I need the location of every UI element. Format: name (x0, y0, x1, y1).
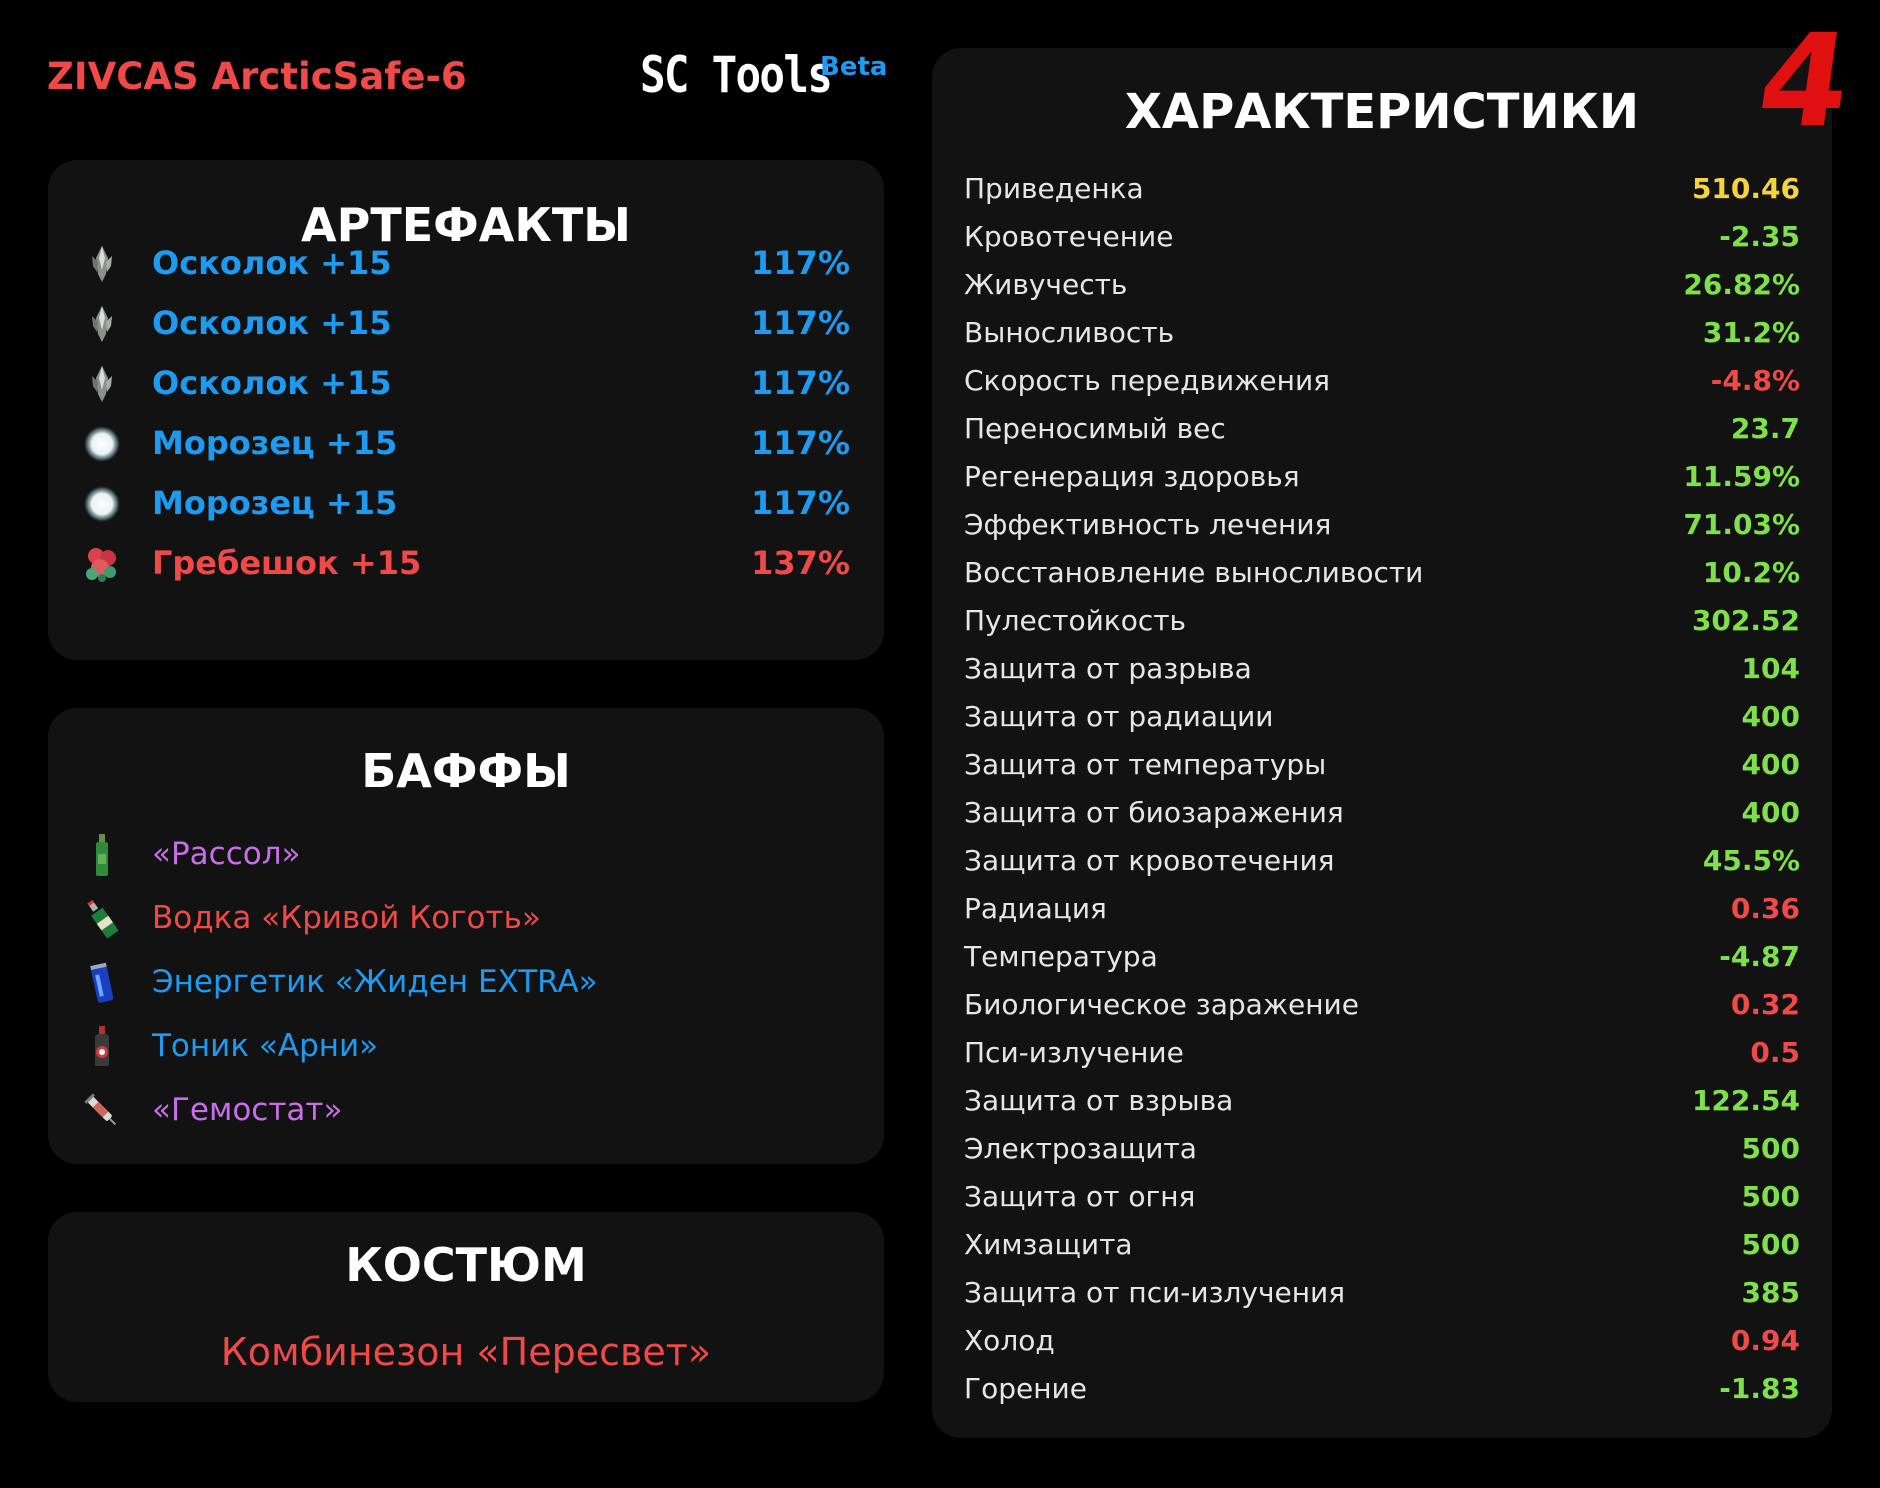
artifact-percent: 137% (751, 544, 850, 582)
stat-row (964, 1126, 1800, 1170)
artifact-name: Морозец +15 (152, 484, 398, 522)
artifact-row (48, 480, 884, 530)
stat-value: 0.94 (1730, 1324, 1800, 1357)
stat-row (964, 310, 1800, 354)
stat-value: 31.2% (1702, 316, 1800, 349)
stat-row (964, 1222, 1800, 1266)
artifact-row (48, 300, 884, 350)
artifact-name: Осколок +15 (152, 304, 392, 342)
stat-value: 122.54 (1691, 1084, 1800, 1117)
artifact-percent: 117% (751, 244, 850, 282)
stat-row (964, 694, 1800, 738)
crystal-shard-icon (82, 244, 122, 284)
buff-row (48, 1020, 884, 1076)
stat-value: 0.32 (1730, 988, 1800, 1021)
energy-can-icon (82, 960, 122, 1006)
stat-label: Пси-излучение (964, 1036, 1184, 1069)
stat-row (964, 1078, 1800, 1122)
player-name: ZIVCAS ArcticSafe-6 (47, 55, 467, 98)
buffs-title: БАФФЫ (361, 744, 571, 798)
suit-title: КОСТЮМ (345, 1238, 587, 1292)
tonic-bottle-icon (82, 1024, 122, 1070)
artifact-percent: 117% (751, 304, 850, 342)
buff-row (48, 828, 884, 884)
beta-badge: Beta (820, 52, 888, 82)
stat-value: 11.59% (1683, 460, 1800, 493)
buff-name: Энергетик «Жиден EXTRA» (152, 964, 598, 1000)
buff-row (48, 956, 884, 1012)
syringe-icon (82, 1088, 122, 1134)
stat-value: 385 (1741, 1276, 1800, 1309)
stat-label: Холод (964, 1324, 1055, 1357)
artifact-row (48, 240, 884, 290)
stat-label: Выносливость (964, 316, 1175, 349)
stat-value: 45.5% (1702, 844, 1800, 877)
artifact-row (48, 420, 884, 470)
stat-label: Приведенка (964, 172, 1144, 205)
stat-row (964, 166, 1800, 210)
buffs-panel (48, 708, 884, 1164)
stat-row (964, 262, 1800, 306)
stat-label: Защита от огня (964, 1180, 1196, 1213)
stat-row (964, 550, 1800, 594)
stat-value: 0.5 (1750, 1036, 1800, 1069)
stat-row (964, 1318, 1800, 1362)
stat-row (964, 1270, 1800, 1314)
stat-label: Радиация (964, 892, 1107, 925)
stat-row (964, 358, 1800, 402)
stat-label: Скорость передвижения (964, 364, 1330, 397)
stat-row (964, 1366, 1800, 1410)
stat-value: 26.82% (1683, 268, 1800, 301)
artifact-row (48, 360, 884, 410)
vodka-bottle-icon (82, 896, 122, 942)
stat-row (964, 934, 1800, 978)
stat-value: 104 (1741, 652, 1800, 685)
stat-row (964, 406, 1800, 450)
stat-label: Живучесть (964, 268, 1128, 301)
stat-row (964, 790, 1800, 834)
stat-value: 71.03% (1683, 508, 1800, 541)
stat-label: Эффективность лечения (964, 508, 1332, 541)
stat-label: Биологическое заражение (964, 988, 1359, 1021)
stat-row (964, 502, 1800, 546)
artifact-percent: 117% (751, 484, 850, 522)
buff-name: Тоник «Арни» (152, 1028, 379, 1064)
buff-row (48, 892, 884, 948)
stat-label: Защита от пси-излучения (964, 1276, 1346, 1309)
stat-row (964, 1030, 1800, 1074)
stat-value: 10.2% (1702, 556, 1800, 589)
stat-label: Защита от кровотечения (964, 844, 1335, 877)
buff-row (48, 1084, 884, 1140)
stat-label: Химзащита (964, 1228, 1133, 1261)
stat-row (964, 982, 1800, 1026)
stat-label: Кровотечение (964, 220, 1174, 253)
artifact-row (48, 540, 884, 590)
stat-label: Температура (964, 940, 1158, 973)
stat-row (964, 838, 1800, 882)
stat-value: 500 (1741, 1132, 1800, 1165)
coral-crest-icon (82, 544, 122, 584)
stat-value: 0.36 (1730, 892, 1800, 925)
stat-value: -2.35 (1719, 220, 1800, 253)
stat-label: Защита от радиации (964, 700, 1274, 733)
crystal-shard-icon (82, 304, 122, 344)
stat-label: Регенерация здоровья (964, 460, 1300, 493)
stat-row (964, 598, 1800, 642)
stat-value: 23.7 (1730, 412, 1800, 445)
stats-panel (932, 48, 1832, 1438)
stat-value: 500 (1741, 1180, 1800, 1213)
buff-name: «Гемостат» (152, 1092, 343, 1128)
stat-value: 302.52 (1691, 604, 1800, 637)
artifact-name: Гребешок +15 (152, 544, 422, 582)
rank-number: 4 (1749, 7, 1860, 156)
artifact-name: Морозец +15 (152, 424, 398, 462)
suit-panel (48, 1212, 884, 1402)
stat-row (964, 454, 1800, 498)
stat-row (964, 646, 1800, 690)
stat-label: Защита от разрыва (964, 652, 1252, 685)
stat-value: 400 (1741, 796, 1800, 829)
stat-value: -4.8% (1710, 364, 1800, 397)
stat-value: 500 (1741, 1228, 1800, 1261)
buff-name: Водка «Кривой Коготь» (152, 900, 541, 936)
stat-value: 510.46 (1691, 172, 1800, 205)
stat-label: Защита от температуры (964, 748, 1327, 781)
artifact-percent: 117% (751, 424, 850, 462)
artifacts-title: АРТЕФАКТЫ (301, 198, 631, 252)
crystal-shard-icon (82, 364, 122, 404)
stat-label: Пулестойкость (964, 604, 1187, 637)
frost-orb-icon (82, 484, 122, 524)
stat-label: Защита от взрыва (964, 1084, 1234, 1117)
green-bottle-icon (82, 832, 122, 878)
stat-value: -1.83 (1719, 1372, 1800, 1405)
brand-logo: SC Tools (640, 46, 832, 104)
artifact-percent: 117% (751, 364, 850, 402)
stat-label: Горение (964, 1372, 1087, 1405)
buff-name: «Рассол» (152, 836, 301, 872)
stat-row (964, 742, 1800, 786)
stat-value: -4.87 (1719, 940, 1800, 973)
stat-row (964, 886, 1800, 930)
stat-label: Электрозащита (964, 1132, 1197, 1165)
stat-label: Восстановление выносливости (964, 556, 1424, 589)
stats-title: ХАРАКТЕРИСТИКИ (1124, 84, 1640, 140)
stat-value: 400 (1741, 700, 1800, 733)
suit-name: Комбинезон «Пересвет» (220, 1330, 712, 1374)
artifact-name: Осколок +15 (152, 364, 392, 402)
stat-label: Защита от биозаражения (964, 796, 1344, 829)
stat-label: Переносимый вес (964, 412, 1226, 445)
stat-value: 400 (1741, 748, 1800, 781)
stat-row (964, 214, 1800, 258)
artifacts-panel (48, 160, 884, 660)
frost-orb-icon (82, 424, 122, 464)
artifact-name: Осколок +15 (152, 244, 392, 282)
stat-row (964, 1174, 1800, 1218)
